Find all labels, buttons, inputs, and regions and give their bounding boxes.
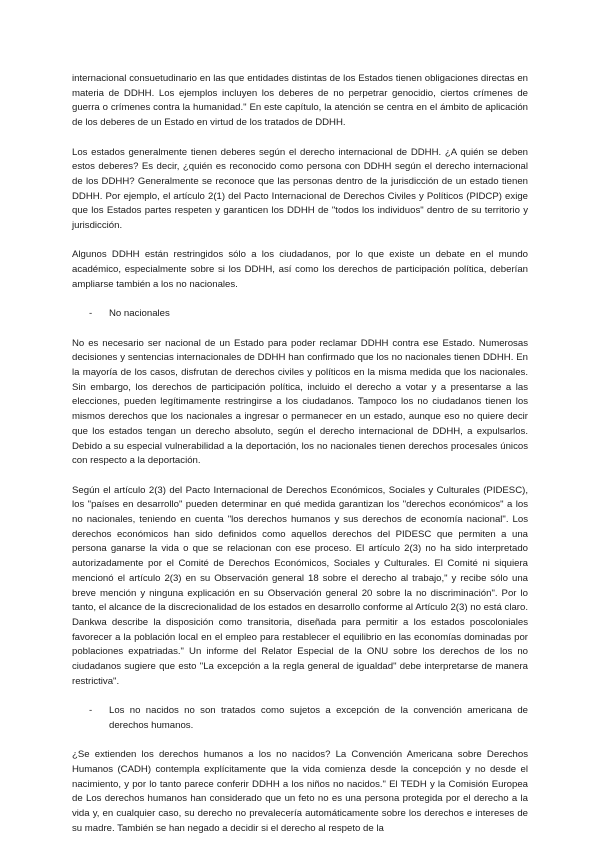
paragraph-unborn: ¿Se extienden los derechos humanos a los no nacidos? La Convención Americana sobre Derechos Humanos (CADH) contempla explícitamente que la vida comienza desde la concepción y no desde el nacimiento, y por lo tanto parece conferir DDHH a los niños no nacidos." El TEDH y la Comisión Europea de Los derechos humanos han considerado que un feto no es una persona protegida por el derecho a la vida y, en cualquier caso, su derecho no prevalecería automáticamente sobre los derechos e intereses de su madre. También se han negado a decidir si el derecho al respeto de la: [72, 749, 528, 834]
bullet-no-nacidos: [72, 704, 528, 733]
paragraph-non-nationals: No es necesario ser nacional de un Estado para poder reclamar DDHH contra ese Estado. Numerosas decisiones y sentencias internacionales de DDHH han confirmado que los no nacionales tienen DDHH. En la mayoría de los casos, disfrutan de derechos civiles y políticos en la misma medida que los nacionales. Sin embargo, los derechos de participación política, incluido el derecho a votar y a presentarse a las elecciones, pueden legítimamente restringirse a los ciudadanos. Tampoco los no ciudadanos tienen los mismos derechos que los nacionales a ingresar o permanecer en un estado, aunque eso no quiere decir que los estados tengan un derecho absoluto, según el derecho internacional de DDHH, a expulsarlos. Debido a su especial vulnerabilidad a la deportación, los no nacionales tienen derechos procesales únicos con respecto a la deportación.: [72, 337, 528, 467]
bullet-text: Los no nacidos no son tratados como sujetos a excepción de la convención americana de derechos humanos.: [109, 705, 528, 731]
bullet-marker: -: [89, 308, 93, 320]
paragraph-citizens-restriction: Algunos DDHH están restringidos sólo a los ciudadanos, por lo que existe un debate en el mundo académico, especialmente sobre si los DDHH, así como los derechos de participación política, deberían ampliarse también a los no nacionales.: [72, 249, 528, 290]
paragraph-state-duties: Los estados generalmente tienen deberes según el derecho internacional de DDHH. ¿A quién se deben estos deberes? Es decir, ¿quién es reconocido como persona con DDHH según el derecho internacional de los DDHH? Generalmente se reconoce que las personas dentro de la jurisdicción de un estado tienen DDHH. Por ejemplo, el artículo 2(1) del Pacto Internacional de Derechos Civiles y Políticos (PIDCP) exige que los Estados partes respeten y garanticen los DDHH de "todos los individuos" dentro de su territorio y jurisdicción.: [72, 146, 528, 232]
paragraph-pidesc: Según el artículo 2(3) del Pacto Internacional de Derechos Económicos, Sociales y Culturales (PIDESC), los "países en desarrollo" pueden determinar en qué medida garantizan los "derechos económicos" a los no nacionales, teniendo en cuenta "los derechos humanos y sus derechos de economía nacional". Los derechos económicos han sido definidos como aquellos derechos del PIDESC que permiten a una persona ganarse la vida o que se relacionan con ese proceso. El artículo 2(3) no ha sido interpretado autorizadamente por el Comité de Derechos Económicos, Sociales y Culturales. El Comité ni siquiera mencionó el artículo 2(3) en su Observación general 18 sobre el derecho al trabajo," y recibe sólo una breve mención y ninguna explicación en su Observación general 20 sobre la no discriminación". Por lo tanto, el alcance de la discrecionalidad de los estados en desarrollo conforme al Artículo 2(3) no está claro. Dankwa describe la disposición como transitoria, diseñada para permitir a los estados poscoloniales favorecer a la población local en el empleo para restablecer el equilibrio en las economías dominadas por poblaciones expatriadas." Un informe del Relator Especial de la ONU sobre los derechos de los no ciudadanos sugiere que esto "La excepción a la regla general de igualdad" debe interpretarse de manera restrictiva".: [72, 484, 528, 687]
bullet-text: No nacionales: [109, 308, 170, 320]
bullet-marker: -: [89, 705, 93, 717]
paragraph-intro: internacional consuetudinario en las que entidades distintas de los Estados tienen obligaciones directas en materia de DDHH. Los ejemplos incluyen los deberes de no perpetrar genocidio, ciertos crímenes de guerra o crímenes contra la humanidad." En este capítulo, la atención se centra en el ámbito de aplicación de los deberes de un Estado en virtud de los tratados de DDHH.: [72, 73, 528, 129]
bullet-no-nacionales: [72, 307, 528, 322]
